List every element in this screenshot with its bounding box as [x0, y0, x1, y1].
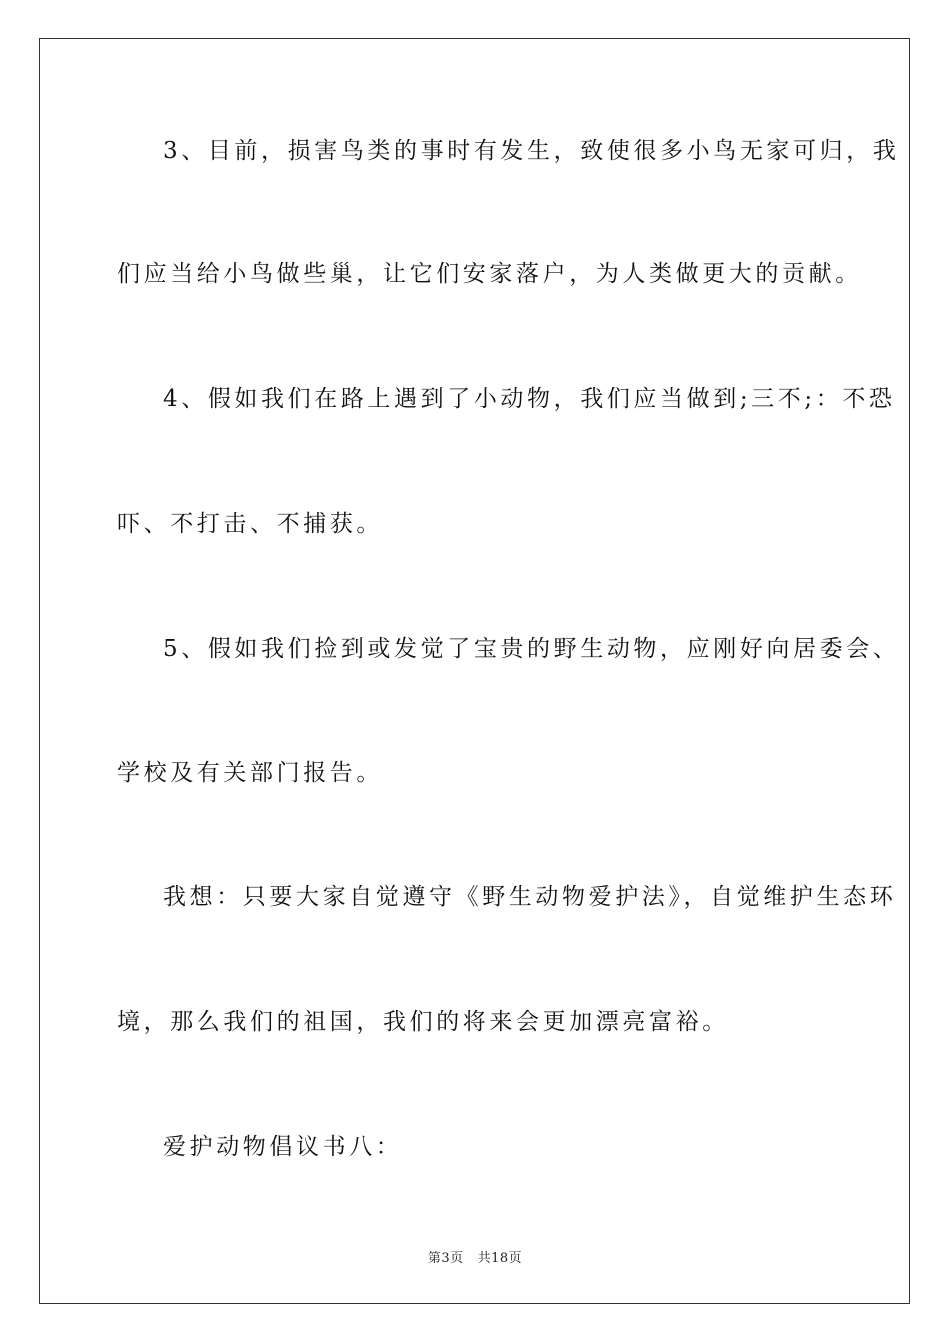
paragraph-3-line-1: 3、目前，损害鸟类的事时有发生，致使很多小鸟无家可归，我	[163, 138, 900, 164]
page-border	[39, 38, 910, 1304]
page-footer	[0, 1247, 950, 1266]
total-pages: 共18页	[477, 1251, 523, 1266]
paragraph-4-line-1: 4、假如我们在路上遇到了小动物，我们应当做到;三不;：不恐	[163, 386, 896, 412]
page-number: 第3页	[427, 1251, 464, 1266]
paragraph-4-line-2: 吓、不打击、不捕获。	[117, 511, 383, 537]
paragraph-5-line-2: 学校及有关部门报告。	[117, 760, 383, 786]
closing-paragraph-line-1: 我想：只要大家自觉遵守《野生动物爱护法》，自觉维护生态环	[163, 884, 897, 910]
paragraph-5-line-1: 5、假如我们捡到或发觉了宝贵的野生动物，应刚好向居委会、	[163, 636, 900, 662]
closing-paragraph-line-2: 境，那么我们的祖国，我们的将来会更加漂亮富裕。	[117, 1009, 729, 1035]
section-heading: 爱护动物倡议书八：	[163, 1134, 403, 1160]
paragraph-3-line-2: 们应当给小鸟做些巢，让它们安家落户，为人类做更大的贡献。	[117, 261, 862, 287]
